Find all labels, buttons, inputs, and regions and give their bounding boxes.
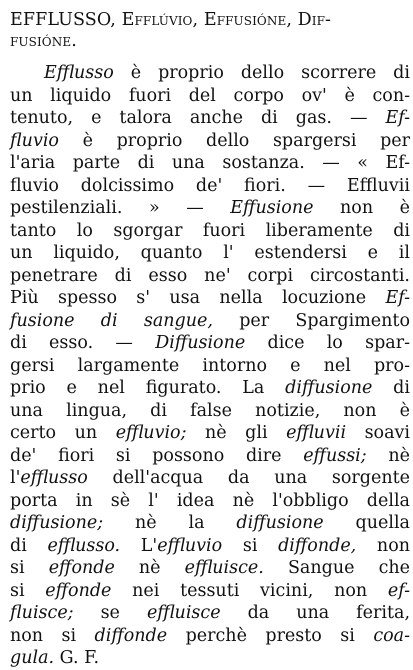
text-line [10,580,410,603]
text-segment: è proprio dello scorrere di [113,63,410,83]
text-line [10,332,410,355]
text-segment: nè la [103,513,237,533]
text-segment: non è [313,198,411,218]
text-segment: l'aria parte di una sostanza. — « Ef- [10,153,410,173]
italic-term: effluvio [157,535,223,556]
text-segment: Sangue che [263,558,411,578]
text-segment: de' fiori si possono dire [10,445,304,466]
headword-diffusione-end: fusióne. [10,31,77,51]
italic-term: effonde [45,580,112,601]
text-segment: prio e nel figurato. La [10,378,286,398]
italic-term: diffusione; [10,513,104,533]
italic-term: effluisce. [184,558,264,578]
italic-term: effluvii [286,423,347,443]
text-segment: soavi [346,423,411,443]
text-segment: tanto lo sgorgar fuori liberamente di [10,220,410,241]
italic-term: effluvio; [115,423,187,443]
text-segment: è proprio dello spargersi per [58,130,410,151]
text-segment: certo un [10,423,116,443]
text-line [10,377,410,400]
italic-term: Ef- [385,288,410,308]
italic-term: Effusione [230,198,314,218]
italic-term: effonde [48,558,115,578]
text-line [10,265,410,288]
text-segment: di [372,378,410,398]
headword-effluvio: Efflúvio [121,10,193,30]
italic-term: efflusso. [47,535,121,556]
text-line [10,152,410,175]
text-segment: nei tessuti vicini, non [111,580,388,601]
text-segment: per Spargimento [212,310,410,331]
text-line [10,647,410,670]
text-segment: l' [10,468,21,488]
text-line [10,85,410,108]
italic-term: diffusione [236,513,324,533]
text-line [10,557,410,580]
italic-term: Ef- [385,108,410,128]
text-segment: Più spesso s' usa nella locuzione [10,288,386,308]
italic-term: ef- [387,580,410,601]
text-segment: fluvio dolcissimo de' fiori. — Effluvii [10,175,410,196]
text-segment: dice lo spar- [245,333,410,353]
headword-effusione: Effusióne [203,10,287,30]
text-line [10,535,410,558]
text-line [10,310,410,333]
italic-term: diffonde [94,625,168,646]
text-line [10,512,410,535]
italic-term: Efflusso [44,63,114,83]
text-segment: porta in sè l' idea nè l'obbligo della [10,490,410,511]
italic-term: fluisce; [10,603,74,623]
text-segment: una lingua, di false notizie, non è [10,400,410,421]
text-line [10,130,410,153]
text-line [10,287,410,310]
text-segment: gersi largamente intorno e nel pro- [10,355,410,376]
text-segment: pestilenziali. » — [10,198,231,218]
italic-term: fluvio [10,130,59,151]
text-segment: penetrare di esso ne' corpi circostanti. [10,265,410,286]
text-segment: L' [120,535,158,556]
heading-line-1 [10,10,408,31]
text-segment: non si [10,625,95,646]
entry-body [10,62,410,670]
italic-term: fusione di sangue, [10,310,213,331]
text-line [10,467,410,490]
italic-term: gula. [10,648,55,668]
text-segment: nè [114,558,185,578]
italic-term: Diffusione [155,333,246,353]
text-segment: perchè presto si [167,625,374,646]
text-line [10,220,410,243]
text-segment: un liquido, quanto l' estendersi e il [10,243,410,263]
text-segment: un liquido fuori del corpo ov' è con- [10,85,410,106]
text-segment: di [10,535,48,556]
text-line [10,445,410,468]
text-segment: tenuto, e talora anche di gas. — [10,108,386,128]
text-line [10,422,410,445]
italic-term: diffonde, [278,535,357,556]
text-line [10,62,410,85]
text-segment: si [10,580,46,601]
heading-separator: , [192,10,204,30]
text-segment: si [222,535,279,556]
text-segment: quella [323,513,410,533]
text-segment: se [73,603,147,623]
text-line [10,355,410,378]
text-segment: dell'acqua da una sorgente [87,468,410,488]
text-line [10,197,410,220]
headword-diffusione-start: , Dif- [286,10,332,30]
text-line [10,175,410,198]
text-segment: nè gli [186,423,287,443]
italic-term: effluisce [146,603,221,623]
text-line [10,400,410,423]
italic-term: effussi; [303,445,367,466]
text-segment: da una ferita, [220,603,411,623]
text-line [10,625,410,648]
text-line [10,602,410,625]
text-line [10,107,410,130]
text-segment: si [10,558,49,578]
text-segment: di esso. — [10,333,156,353]
headword-efflusso: EFFLUSSO, [10,10,122,30]
italic-term: diffusione [285,378,373,398]
italic-term: efflusso [20,468,88,488]
entry-heading [10,10,408,52]
text-line [10,242,410,265]
text-segment: G. F. [54,648,100,668]
text-segment: nè [366,445,410,466]
italic-term: coa- [373,625,410,646]
text-segment: non [356,535,411,556]
text-line [10,490,410,513]
